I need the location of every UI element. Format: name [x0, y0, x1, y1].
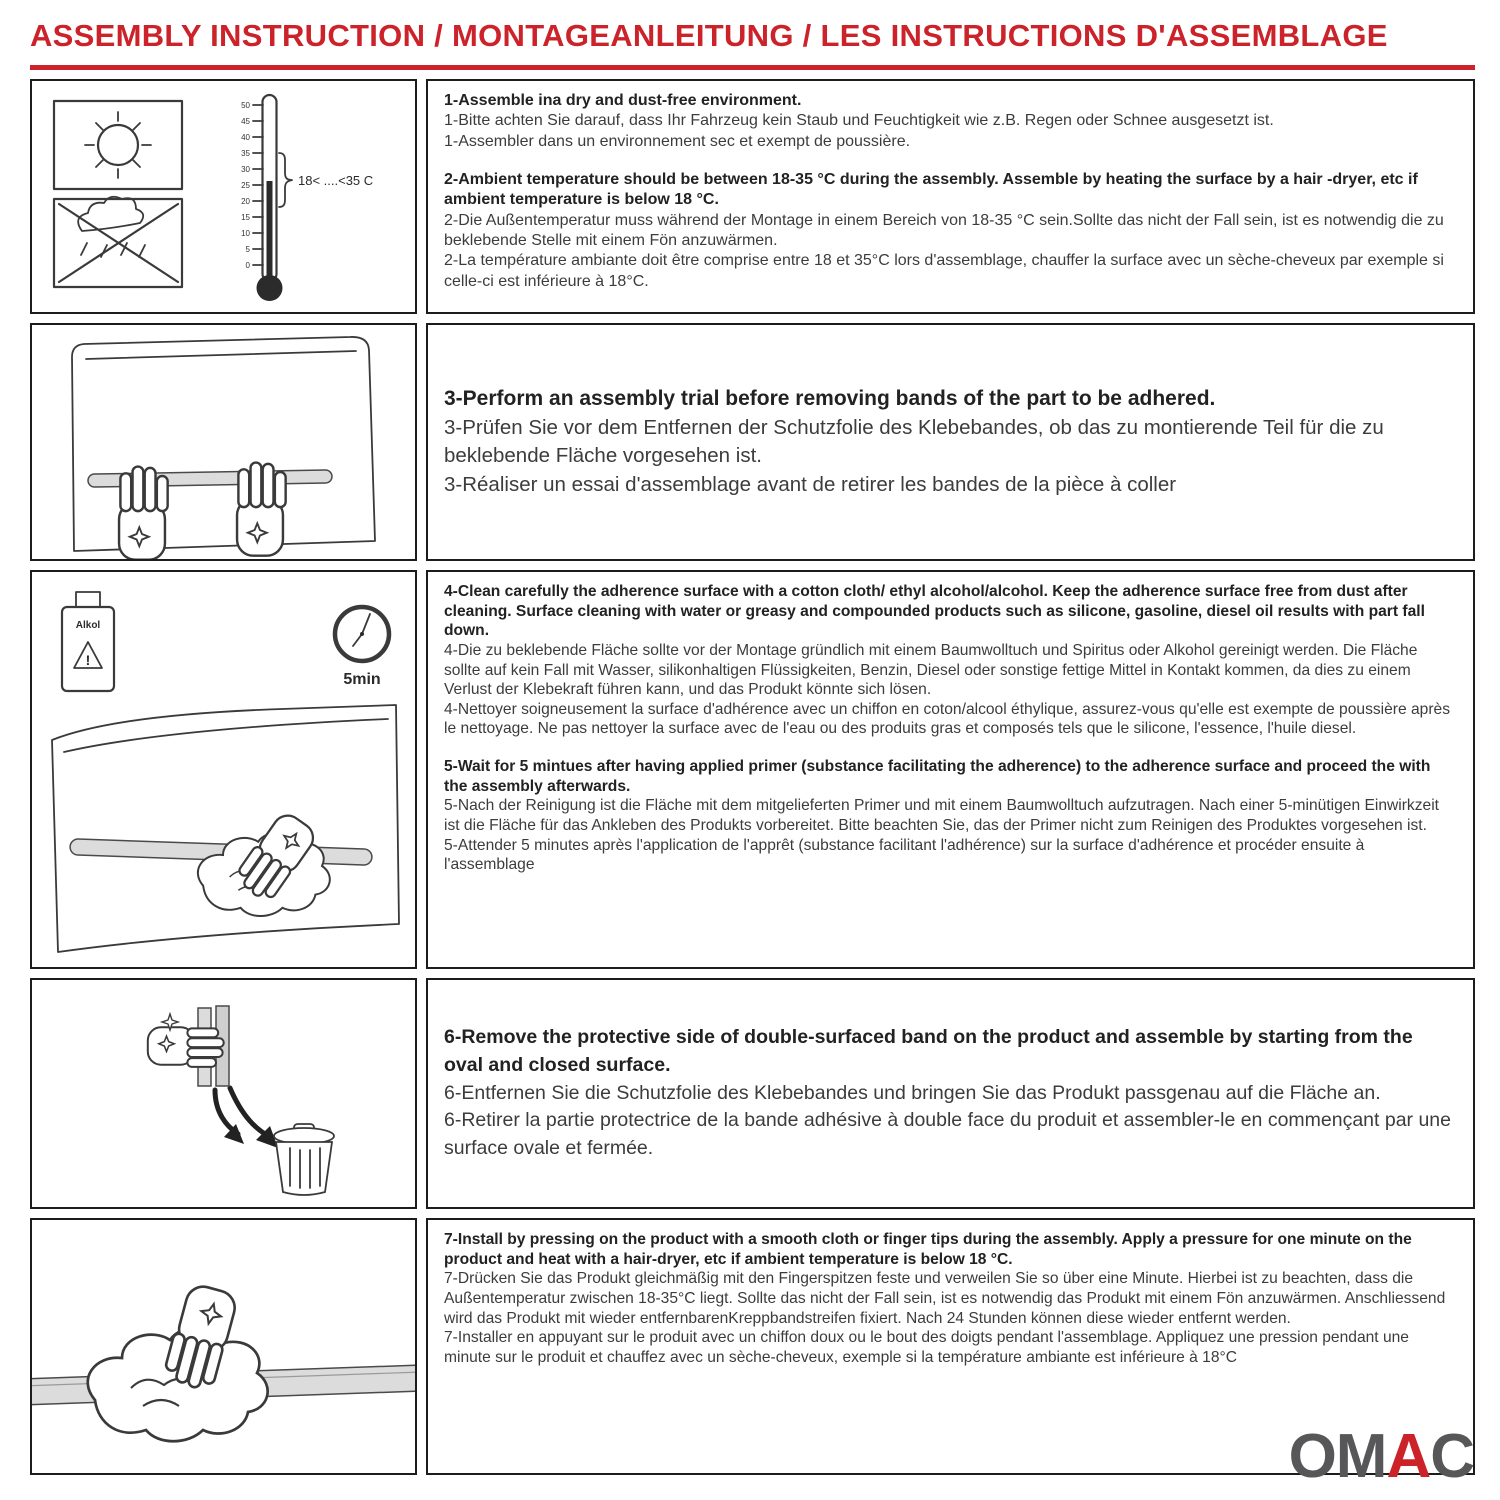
- assembly-trial-illustration: [30, 323, 417, 561]
- step-row-3: [30, 570, 1475, 969]
- logo-letter-a: A: [1386, 1422, 1431, 1491]
- step-text: 3-Réaliser un essai d'assemblage avant de retirer les bandes de la pièce à coller: [444, 472, 1177, 496]
- step-text: 7-Install by pressing on the product with a smooth cloth or finger tips during the assembly. Apply a pressure for one minute on the product and heat with a hair-dryer, etc if ambient temperature is below 18 °C.: [444, 1231, 1412, 1268]
- thermometer-tick: 45: [241, 117, 250, 126]
- logo-letter-c: C: [1430, 1422, 1474, 1491]
- thermometer-tick: 35: [241, 149, 250, 158]
- thermometer-tick: 0: [245, 261, 250, 270]
- warning-mark: !: [85, 652, 91, 668]
- step-text: 2-La température ambiante doit être comprise entre 18 et 35°C lors d'assemblage, chauffer la surface avec un sèche-cheveux par exemple si celle-ci est inférieure à 18°C.: [444, 252, 1444, 290]
- step-row-4: [30, 978, 1475, 1209]
- step-text: 1-Assemble ina dry and dust-free environment.: [444, 92, 802, 109]
- step-row-1: [30, 79, 1475, 314]
- step-text: 3-Perform an assembly trial before removing bands of the part to be adhered.: [444, 387, 1216, 411]
- step-row-5: [30, 1218, 1475, 1475]
- bottle-label: Alkol: [75, 620, 101, 631]
- step-text: 3-Prüfen Sie vor dem Entfernen der Schutzfolie des Klebebandes, ob das zu montierende Teil für die zu beklebende Fläche vorgesehen ist.: [444, 416, 1384, 468]
- car-door-sketch: [72, 337, 375, 551]
- step-text: 4-Die zu beklebende Fläche sollte vor der Montage gründlich mit einem Baumwolltuch und Spiritus oder Alkohol gereinigt werden. Die Fläche sollte auf kein Fall mit Wasser, silikonhaltigen Flüssigkeiten, Benzin, Diesel oder sonstige fettige Mittel in Kontakt kommen, da dies zu einem Verlust der Klebekraft führen kann, und das Produkt könnte sich lösen.: [444, 641, 1418, 699]
- clock-icon: [335, 607, 389, 688]
- step-text: 7-Installer en appuyant sur le produit avec un chiffon doux ou le bout des doigts pendant l'assemblage. Appliquez une pression pendant une minute sur le produit et chauffez avec un sèche-cheveux, exemple si la température ambiante est inférieure à 18°C: [444, 1329, 1409, 1366]
- step-row-2: [30, 323, 1475, 561]
- step-text: 2-Ambient temperature should be between 18-35 °C during the assembly. Assemble by heating the surface by a hair -dryer, etc if ambient temperature is below 18 °C.: [444, 170, 1418, 209]
- page-title: ASSEMBLY INSTRUCTION / MONTAGEANLEITUNG / LES INSTRUCTIONS D'ASSEMBLAGE: [30, 18, 1475, 70]
- panel-sketch: [52, 705, 399, 952]
- temperature-range-label: 18< ....<35 C: [298, 173, 374, 188]
- alcohol-bottle-icon: [62, 592, 114, 691]
- step-text: 5-Wait for 5 mintues after having applied primer (substance facilitating the adherence) to the adherence surface and proceed the with the assembly afterwards.: [444, 758, 1431, 795]
- step-text: 1-Bitte achten Sie darauf, dass Ihr Fahrzeug kein Staub und Feuchtigkeit wie z.B. Regen oder Schnee ausgesetzt ist.: [444, 112, 1274, 130]
- step-text: 4-Clean carefully the adherence surface with a cotton cloth/ ethyl alcohol/alcohol. Keep the adherence surface free from dust after cleaning. Surface cleaning with water or greasy and compounded products such as silicone, gasoline, diesel oil results with part fall down.: [444, 583, 1425, 640]
- step-text: 6-Entfernen Sie die Schutzfolie des Klebebandes und bringen Sie das Produkt passgenau auf die Fläche an.: [444, 1081, 1381, 1104]
- step-3-textbox: [426, 323, 1475, 561]
- step-text: 1-Assembler dans un environnement sec et exempt de poussière.: [444, 132, 911, 150]
- logo-letters-om: OM: [1288, 1422, 1387, 1491]
- trash-can-icon: [274, 1124, 334, 1195]
- thermometer-tick: 20: [241, 197, 250, 206]
- no-rain-icon: [54, 197, 182, 287]
- thermometer-icon: [241, 95, 373, 301]
- hand-icon: [148, 1027, 224, 1067]
- thermometer-tick: 30: [241, 165, 250, 174]
- thermometer-tick: 5: [245, 245, 250, 254]
- clock-label: 5min: [343, 671, 381, 688]
- remove-band-illustration: [30, 978, 417, 1209]
- omac-logo: [1288, 1422, 1474, 1491]
- thermometer-tick: 10: [241, 229, 250, 238]
- step-text: 5-Nach der Reinigung ist die Fläche mit dem mitgelieferten Primer und mit einem Baumwolltuch aufzutragen. Nach einer 5-minütigen Einwirkzeit ist die Fläche für das Ankleben des Produkts vorbereitet. Bitte beachten Sie, das der Primer nicht zum Reinigen des Produktes vorgesehen ist.: [444, 797, 1439, 835]
- range-brace: [279, 153, 292, 207]
- cleaning-illustration: [30, 570, 417, 969]
- thermometer-tick: 25: [241, 181, 250, 190]
- step-6-textbox: [426, 978, 1475, 1209]
- thermometer-tick: 15: [241, 213, 250, 222]
- step-text: 4-Nettoyer soigneusement la surface d'adhérence avec un chiffon en coton/alcool éthylique, assurez-vous qu'elle est exempte de poussière après le nettoyage. Ne pas nettoyer la surface avec de l'eau ou des produits gras et composés tels que le silicone, l'essence, l'huile diesel.: [444, 700, 1451, 738]
- step-text: 7-Drücken Sie das Produkt gleichmäßig mit den Fingerspitzen feste und verweilen Sie so über eine Minute. Hierbei ist zu beachten, dass die Außentemperatur zwischen 18-35°C liegt. Sollte das nicht der Fall sein, ist es notwendig das Produkt mit einem Fön anzuwärmen. Anschliessend wird das Produkt mit wieder entfernbarenKreppbandstreifen fixiert. Nach 24 Stunden können diese wieder entfernt werden.: [444, 1270, 1446, 1327]
- right-hand-icon: [237, 463, 286, 556]
- sun-icon: [54, 101, 182, 189]
- step-text: 6-Retirer la partie protectrice de la bande adhésive à double face du produit et assembler-le en commençant par une surface ovale et fermée.: [444, 1109, 1452, 1160]
- temperature-illustration: [30, 79, 417, 314]
- press-illustration: [30, 1218, 417, 1475]
- step-text: 5-Attender 5 minutes après l'application de l'apprêt (substance facilitant l'adhérence) sur la surface d'adhérence et procéder ensuite à l'assemblage: [444, 836, 1365, 874]
- thermometer-tick: 50: [241, 101, 250, 110]
- step-4-5-textbox: [426, 570, 1475, 969]
- step-1-2-textbox: [426, 79, 1475, 314]
- step-text: 6-Remove the protective side of double-surfaced band on the product and assemble by starting from the oval and closed surface.: [444, 1026, 1413, 1076]
- thermometer-tick: 40: [241, 133, 250, 142]
- left-hand-icon: [119, 467, 168, 559]
- step-text: 2-Die Außentemperatur muss während der Montage in einem Bereich von 18-35 °C sein.Sollte das nicht der Fall sein, ist es notwendig die zu beklebende Stelle mit einem Fön anzuwärmen.: [444, 211, 1444, 249]
